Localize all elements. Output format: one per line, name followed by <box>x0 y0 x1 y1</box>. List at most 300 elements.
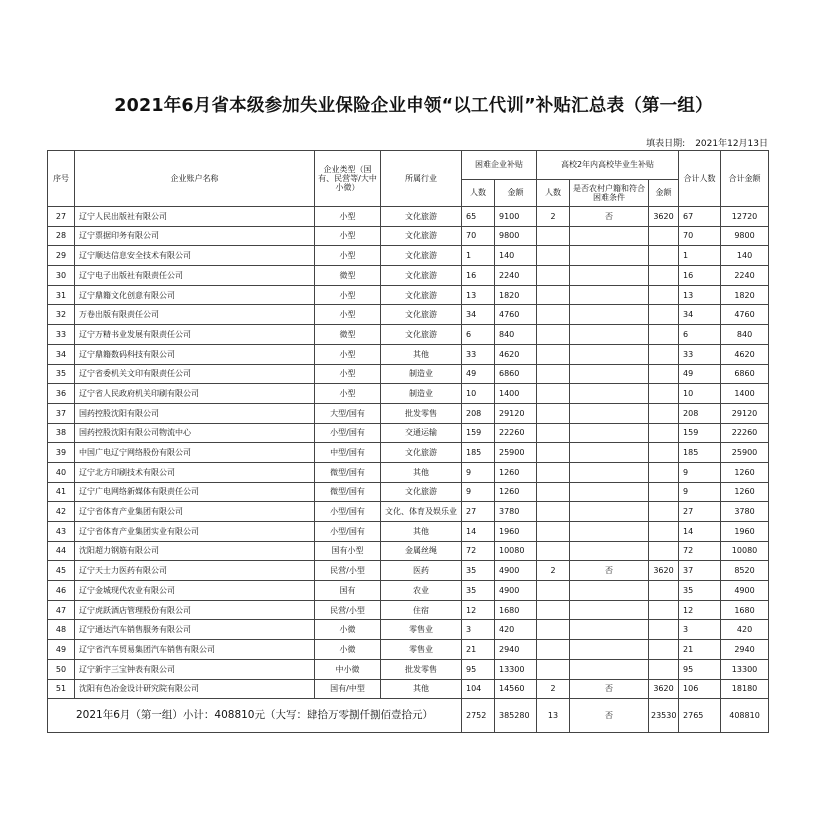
cell-rural-poor <box>570 443 649 463</box>
cell-hardship-amount: 4900 <box>495 581 537 601</box>
cell-grad-people <box>537 620 570 640</box>
cell-hardship-people: 14 <box>462 522 495 542</box>
table-row <box>48 443 769 463</box>
cell-grad-amount <box>649 522 679 542</box>
cell-company-name: 辽宁省体育产业集团实业有限公司 <box>75 522 315 542</box>
header-people: 人数 <box>462 180 495 207</box>
cell-industry: 其他 <box>381 679 462 699</box>
cell-total-amount: 840 <box>721 325 769 345</box>
table-row <box>48 305 769 325</box>
cell-grad-people <box>537 423 570 443</box>
cell-total-people: 159 <box>679 423 721 443</box>
table-row <box>48 403 769 423</box>
cell-total-amount: 18180 <box>721 679 769 699</box>
cell-grad-amount <box>649 482 679 502</box>
summary-hardship-amount: 385280 <box>495 699 537 733</box>
cell-industry: 文化旅游 <box>381 482 462 502</box>
cell-grad-people <box>537 305 570 325</box>
cell-total-amount: 6860 <box>721 364 769 384</box>
cell-grad-people <box>537 482 570 502</box>
cell-total-people: 27 <box>679 502 721 522</box>
cell-total-people: 106 <box>679 679 721 699</box>
cell-type: 大型/国有 <box>315 403 381 423</box>
cell-grad-amount <box>649 246 679 266</box>
cell-hardship-people: 104 <box>462 679 495 699</box>
cell-grad-amount <box>649 541 679 561</box>
cell-industry: 金属丝绳 <box>381 541 462 561</box>
header-hardship-group: 困难企业补贴 <box>462 151 537 180</box>
table-row <box>48 325 769 345</box>
cell-rural-poor <box>570 640 649 660</box>
cell-total-people: 16 <box>679 266 721 286</box>
cell-total-amount: 13300 <box>721 659 769 679</box>
cell-grad-people <box>537 640 570 660</box>
cell-grad-amount <box>649 443 679 463</box>
page-title: 2021年6月省本级参加失业保险企业申领“以工代训”补贴汇总表（第一组） <box>114 96 713 116</box>
cell-hardship-amount: 13300 <box>495 659 537 679</box>
cell-total-people: 3 <box>679 620 721 640</box>
cell-hardship-amount: 420 <box>495 620 537 640</box>
cell-seq: 30 <box>48 266 75 286</box>
cell-total-people: 9 <box>679 482 721 502</box>
cell-industry: 交通运输 <box>381 423 462 443</box>
cell-total-people: 13 <box>679 285 721 305</box>
cell-company-name: 辽宁省委机关文印有限责任公司 <box>75 364 315 384</box>
cell-industry: 文化旅游 <box>381 285 462 305</box>
cell-hardship-people: 95 <box>462 659 495 679</box>
cell-seq: 49 <box>48 640 75 660</box>
cell-hardship-people: 72 <box>462 541 495 561</box>
cell-grad-amount <box>649 403 679 423</box>
cell-type: 小型 <box>315 226 381 246</box>
summary-label: 2021年6月（第一组）小计：408810元（大写：肆拾万零捌仟捌佰壹拾元） <box>48 699 462 733</box>
cell-hardship-amount: 1680 <box>495 600 537 620</box>
cell-rural-poor <box>570 541 649 561</box>
cell-grad-amount: 3620 <box>649 561 679 581</box>
cell-seq: 32 <box>48 305 75 325</box>
cell-seq: 33 <box>48 325 75 345</box>
cell-hardship-amount: 1260 <box>495 482 537 502</box>
cell-seq: 51 <box>48 679 75 699</box>
cell-industry: 农业 <box>381 581 462 601</box>
cell-rural-poor <box>570 502 649 522</box>
cell-seq: 27 <box>48 207 75 227</box>
cell-type: 微型 <box>315 325 381 345</box>
table-row <box>48 600 769 620</box>
cell-total-amount: 9800 <box>721 226 769 246</box>
cell-hardship-amount: 4620 <box>495 344 537 364</box>
cell-grad-amount: 3620 <box>649 207 679 227</box>
cell-rural-poor <box>570 325 649 345</box>
cell-grad-amount <box>649 659 679 679</box>
cell-total-people: 12 <box>679 600 721 620</box>
cell-total-people: 208 <box>679 403 721 423</box>
cell-hardship-amount: 4900 <box>495 561 537 581</box>
cell-company-name: 辽宁电子出版社有限责任公司 <box>75 266 315 286</box>
cell-hardship-amount: 2240 <box>495 266 537 286</box>
cell-hardship-people: 3 <box>462 620 495 640</box>
cell-hardship-people: 1 <box>462 246 495 266</box>
cell-type: 小微 <box>315 620 381 640</box>
cell-industry: 零售业 <box>381 620 462 640</box>
cell-type: 国有 <box>315 581 381 601</box>
cell-hardship-amount: 10080 <box>495 541 537 561</box>
header-grad-amount: 金额 <box>649 180 679 207</box>
cell-seq: 45 <box>48 561 75 581</box>
cell-company-name: 辽宁北方印刷技术有限公司 <box>75 462 315 482</box>
cell-seq: 50 <box>48 659 75 679</box>
cell-type: 小型/国有 <box>315 423 381 443</box>
cell-company-name: 辽宁省人民政府机关印刷有限公司 <box>75 384 315 404</box>
cell-grad-people <box>537 266 570 286</box>
cell-total-people: 10 <box>679 384 721 404</box>
cell-rural-poor <box>570 620 649 640</box>
table-row <box>48 541 769 561</box>
table-row <box>48 640 769 660</box>
cell-industry: 其他 <box>381 462 462 482</box>
cell-grad-amount <box>649 620 679 640</box>
cell-grad-people <box>537 226 570 246</box>
cell-type: 小型 <box>315 285 381 305</box>
cell-rural-poor <box>570 522 649 542</box>
cell-total-amount: 4620 <box>721 344 769 364</box>
cell-hardship-people: 70 <box>462 226 495 246</box>
table-row <box>48 266 769 286</box>
table-header-row <box>48 151 769 180</box>
cell-industry: 其他 <box>381 522 462 542</box>
cell-total-amount: 8520 <box>721 561 769 581</box>
table-row <box>48 364 769 384</box>
summary-total-amount: 408810 <box>721 699 769 733</box>
cell-grad-people <box>537 581 570 601</box>
cell-rural-poor <box>570 266 649 286</box>
cell-industry: 文化、体育及娱乐业 <box>381 502 462 522</box>
cell-grad-people: 2 <box>537 679 570 699</box>
cell-total-amount: 4760 <box>721 305 769 325</box>
table-row <box>48 226 769 246</box>
cell-rural-poor <box>570 344 649 364</box>
cell-grad-amount <box>649 226 679 246</box>
table-row <box>48 522 769 542</box>
cell-seq: 37 <box>48 403 75 423</box>
cell-rural-poor <box>570 482 649 502</box>
cell-hardship-amount: 6860 <box>495 364 537 384</box>
cell-total-people: 185 <box>679 443 721 463</box>
table-row <box>48 285 769 305</box>
fill-date-value: 2021年12月13日 <box>695 139 768 149</box>
table-row <box>48 502 769 522</box>
cell-total-people: 21 <box>679 640 721 660</box>
table-row <box>48 581 769 601</box>
summary-rural-poor: 否 <box>570 699 649 733</box>
cell-total-people: 70 <box>679 226 721 246</box>
header-industry: 所属行业 <box>381 151 462 207</box>
cell-company-name: 辽宁省体育产业集团有限公司 <box>75 502 315 522</box>
cell-type: 小型 <box>315 344 381 364</box>
cell-industry: 文化旅游 <box>381 325 462 345</box>
cell-seq: 42 <box>48 502 75 522</box>
cell-grad-amount <box>649 423 679 443</box>
cell-type: 小型 <box>315 384 381 404</box>
cell-hardship-amount: 1820 <box>495 285 537 305</box>
cell-industry: 其他 <box>381 344 462 364</box>
table-row <box>48 344 769 364</box>
cell-grad-amount <box>649 266 679 286</box>
cell-type: 微型/国有 <box>315 462 381 482</box>
cell-type: 国有小型 <box>315 541 381 561</box>
cell-grad-amount <box>649 364 679 384</box>
cell-company-name: 万卷出版有限责任公司 <box>75 305 315 325</box>
cell-rural-poor <box>570 384 649 404</box>
cell-grad-people <box>537 246 570 266</box>
cell-company-name: 辽宁虎跃酒店管理股份有限公司 <box>75 600 315 620</box>
cell-grad-people: 2 <box>537 561 570 581</box>
cell-total-amount: 1260 <box>721 482 769 502</box>
cell-grad-amount <box>649 502 679 522</box>
cell-hardship-people: 65 <box>462 207 495 227</box>
cell-hardship-people: 34 <box>462 305 495 325</box>
fill-date <box>560 136 768 149</box>
cell-hardship-amount: 3780 <box>495 502 537 522</box>
cell-hardship-amount: 4760 <box>495 305 537 325</box>
cell-type: 微型 <box>315 266 381 286</box>
cell-hardship-amount: 25900 <box>495 443 537 463</box>
cell-grad-people <box>537 659 570 679</box>
header-total-amount: 合计金额 <box>721 151 769 207</box>
cell-hardship-amount: 1260 <box>495 462 537 482</box>
summary-row <box>48 699 769 733</box>
cell-hardship-amount: 1960 <box>495 522 537 542</box>
summary-grad-amount: 23530 <box>649 699 679 733</box>
cell-total-amount: 1260 <box>721 462 769 482</box>
header-type: 企业类型（国有、民营等/大中小微） <box>315 151 381 207</box>
cell-grad-people <box>537 344 570 364</box>
cell-industry: 文化旅游 <box>381 266 462 286</box>
cell-type: 小型/国有 <box>315 502 381 522</box>
cell-hardship-amount: 9100 <box>495 207 537 227</box>
summary-hardship-people: 2752 <box>462 699 495 733</box>
cell-total-people: 67 <box>679 207 721 227</box>
cell-industry: 制造业 <box>381 364 462 384</box>
cell-industry: 批发零售 <box>381 403 462 423</box>
table-row <box>48 423 769 443</box>
cell-grad-people <box>537 325 570 345</box>
cell-company-name: 辽宁通达汽车销售服务有限公司 <box>75 620 315 640</box>
cell-industry: 制造业 <box>381 384 462 404</box>
cell-hardship-people: 13 <box>462 285 495 305</box>
cell-hardship-people: 9 <box>462 482 495 502</box>
cell-industry: 文化旅游 <box>381 443 462 463</box>
header-total-people: 合计人数 <box>679 151 721 207</box>
cell-hardship-people: 33 <box>462 344 495 364</box>
cell-total-amount: 22260 <box>721 423 769 443</box>
cell-company-name: 辽宁天士力医药有限公司 <box>75 561 315 581</box>
cell-total-people: 14 <box>679 522 721 542</box>
cell-company-name: 中国广电辽宁网络股份有限公司 <box>75 443 315 463</box>
header-grad-group: 高校2年内高校毕业生补贴 <box>537 151 679 180</box>
cell-grad-amount <box>649 581 679 601</box>
cell-total-amount: 420 <box>721 620 769 640</box>
cell-type: 小型/国有 <box>315 522 381 542</box>
cell-company-name: 辽宁新宇三宝钟表有限公司 <box>75 659 315 679</box>
cell-total-people: 95 <box>679 659 721 679</box>
header-rural-poor: 是否农村户籍和符合困难条件 <box>570 180 649 207</box>
cell-seq: 29 <box>48 246 75 266</box>
summary-total-people: 2765 <box>679 699 721 733</box>
table-row <box>48 679 769 699</box>
cell-grad-people <box>537 384 570 404</box>
cell-total-people: 49 <box>679 364 721 384</box>
cell-grad-people <box>537 600 570 620</box>
cell-grad-amount: 3620 <box>649 679 679 699</box>
cell-rural-poor <box>570 462 649 482</box>
cell-rural-poor: 否 <box>570 679 649 699</box>
cell-total-amount: 12720 <box>721 207 769 227</box>
cell-company-name: 辽宁万精书业发展有限责任公司 <box>75 325 315 345</box>
cell-grad-people <box>537 443 570 463</box>
cell-total-amount: 4900 <box>721 581 769 601</box>
cell-hardship-people: 159 <box>462 423 495 443</box>
cell-hardship-amount: 2940 <box>495 640 537 660</box>
cell-hardship-people: 6 <box>462 325 495 345</box>
cell-hardship-people: 21 <box>462 640 495 660</box>
cell-seq: 44 <box>48 541 75 561</box>
cell-hardship-people: 9 <box>462 462 495 482</box>
cell-total-amount: 29120 <box>721 403 769 423</box>
cell-rural-poor: 否 <box>570 207 649 227</box>
cell-rural-poor <box>570 305 649 325</box>
cell-type: 中型/国有 <box>315 443 381 463</box>
cell-total-people: 1 <box>679 246 721 266</box>
cell-type: 小型 <box>315 246 381 266</box>
cell-total-people: 6 <box>679 325 721 345</box>
cell-grad-people <box>537 462 570 482</box>
cell-total-amount: 10080 <box>721 541 769 561</box>
cell-hardship-people: 16 <box>462 266 495 286</box>
cell-grad-amount <box>649 600 679 620</box>
cell-total-amount: 1820 <box>721 285 769 305</box>
summary-grad-people: 13 <box>537 699 570 733</box>
cell-seq: 43 <box>48 522 75 542</box>
cell-hardship-people: 35 <box>462 561 495 581</box>
cell-hardship-people: 185 <box>462 443 495 463</box>
cell-total-people: 34 <box>679 305 721 325</box>
table-row <box>48 482 769 502</box>
cell-type: 民营/小型 <box>315 561 381 581</box>
cell-grad-people <box>537 403 570 423</box>
cell-total-amount: 25900 <box>721 443 769 463</box>
cell-industry: 文化旅游 <box>381 207 462 227</box>
cell-hardship-people: 35 <box>462 581 495 601</box>
cell-company-name: 国药控股沈阳有限公司物流中心 <box>75 423 315 443</box>
cell-company-name: 辽宁鼎籍文化创意有限公司 <box>75 285 315 305</box>
cell-hardship-people: 27 <box>462 502 495 522</box>
cell-industry: 文化旅游 <box>381 305 462 325</box>
cell-seq: 46 <box>48 581 75 601</box>
cell-type: 民营/小型 <box>315 600 381 620</box>
table-row <box>48 659 769 679</box>
cell-seq: 31 <box>48 285 75 305</box>
cell-seq: 28 <box>48 226 75 246</box>
cell-industry: 零售业 <box>381 640 462 660</box>
cell-company-name: 辽宁人民出版社有限公司 <box>75 207 315 227</box>
cell-grad-amount <box>649 344 679 364</box>
cell-rural-poor <box>570 659 649 679</box>
cell-rural-poor <box>570 285 649 305</box>
cell-seq: 40 <box>48 462 75 482</box>
cell-total-amount: 1680 <box>721 600 769 620</box>
cell-seq: 47 <box>48 600 75 620</box>
cell-hardship-people: 10 <box>462 384 495 404</box>
cell-type: 小微 <box>315 640 381 660</box>
cell-industry: 文化旅游 <box>381 246 462 266</box>
cell-type: 小型 <box>315 207 381 227</box>
cell-hardship-people: 12 <box>462 600 495 620</box>
cell-rural-poor <box>570 600 649 620</box>
table-row <box>48 561 769 581</box>
table-row <box>48 620 769 640</box>
cell-hardship-amount: 140 <box>495 246 537 266</box>
subsidy-summary-table <box>47 150 769 733</box>
cell-grad-amount <box>649 384 679 404</box>
cell-total-amount: 140 <box>721 246 769 266</box>
cell-rural-poor <box>570 581 649 601</box>
cell-company-name: 辽宁广电网络新媒体有限责任公司 <box>75 482 315 502</box>
cell-total-amount: 2240 <box>721 266 769 286</box>
cell-grad-amount <box>649 285 679 305</box>
cell-total-amount: 3780 <box>721 502 769 522</box>
table-row <box>48 384 769 404</box>
cell-seq: 48 <box>48 620 75 640</box>
cell-grad-amount <box>649 305 679 325</box>
cell-seq: 41 <box>48 482 75 502</box>
cell-grad-amount <box>649 640 679 660</box>
cell-hardship-amount: 1400 <box>495 384 537 404</box>
cell-total-people: 37 <box>679 561 721 581</box>
cell-type: 微型/国有 <box>315 482 381 502</box>
cell-rural-poor <box>570 423 649 443</box>
cell-total-people: 35 <box>679 581 721 601</box>
cell-total-people: 72 <box>679 541 721 561</box>
header-grad-people: 人数 <box>537 180 570 207</box>
fill-date-label: 填表日期: <box>646 139 686 149</box>
cell-type: 中小微 <box>315 659 381 679</box>
table-row <box>48 207 769 227</box>
cell-rural-poor: 否 <box>570 561 649 581</box>
cell-industry: 文化旅游 <box>381 226 462 246</box>
cell-grad-people <box>537 502 570 522</box>
cell-grad-people <box>537 541 570 561</box>
cell-hardship-amount: 14560 <box>495 679 537 699</box>
cell-type: 小型 <box>315 364 381 384</box>
cell-hardship-amount: 22260 <box>495 423 537 443</box>
cell-hardship-people: 49 <box>462 364 495 384</box>
cell-company-name: 沈阳有色冶金设计研究院有限公司 <box>75 679 315 699</box>
cell-company-name: 辽宁省汽车贸易集团汽车销售有限公司 <box>75 640 315 660</box>
cell-industry: 医药 <box>381 561 462 581</box>
cell-rural-poor <box>570 246 649 266</box>
header-amount: 金额 <box>495 180 537 207</box>
cell-company-name: 国药控股沈阳有限公司 <box>75 403 315 423</box>
cell-company-name: 辽宁鼎籍数码科技有限公司 <box>75 344 315 364</box>
cell-hardship-amount: 9800 <box>495 226 537 246</box>
cell-grad-people <box>537 522 570 542</box>
cell-company-name: 沈阳超力钢筋有限公司 <box>75 541 315 561</box>
cell-company-name: 辽宁票据印务有限公司 <box>75 226 315 246</box>
cell-total-amount: 1960 <box>721 522 769 542</box>
cell-seq: 39 <box>48 443 75 463</box>
cell-company-name: 辽宁金城现代农业有限公司 <box>75 581 315 601</box>
